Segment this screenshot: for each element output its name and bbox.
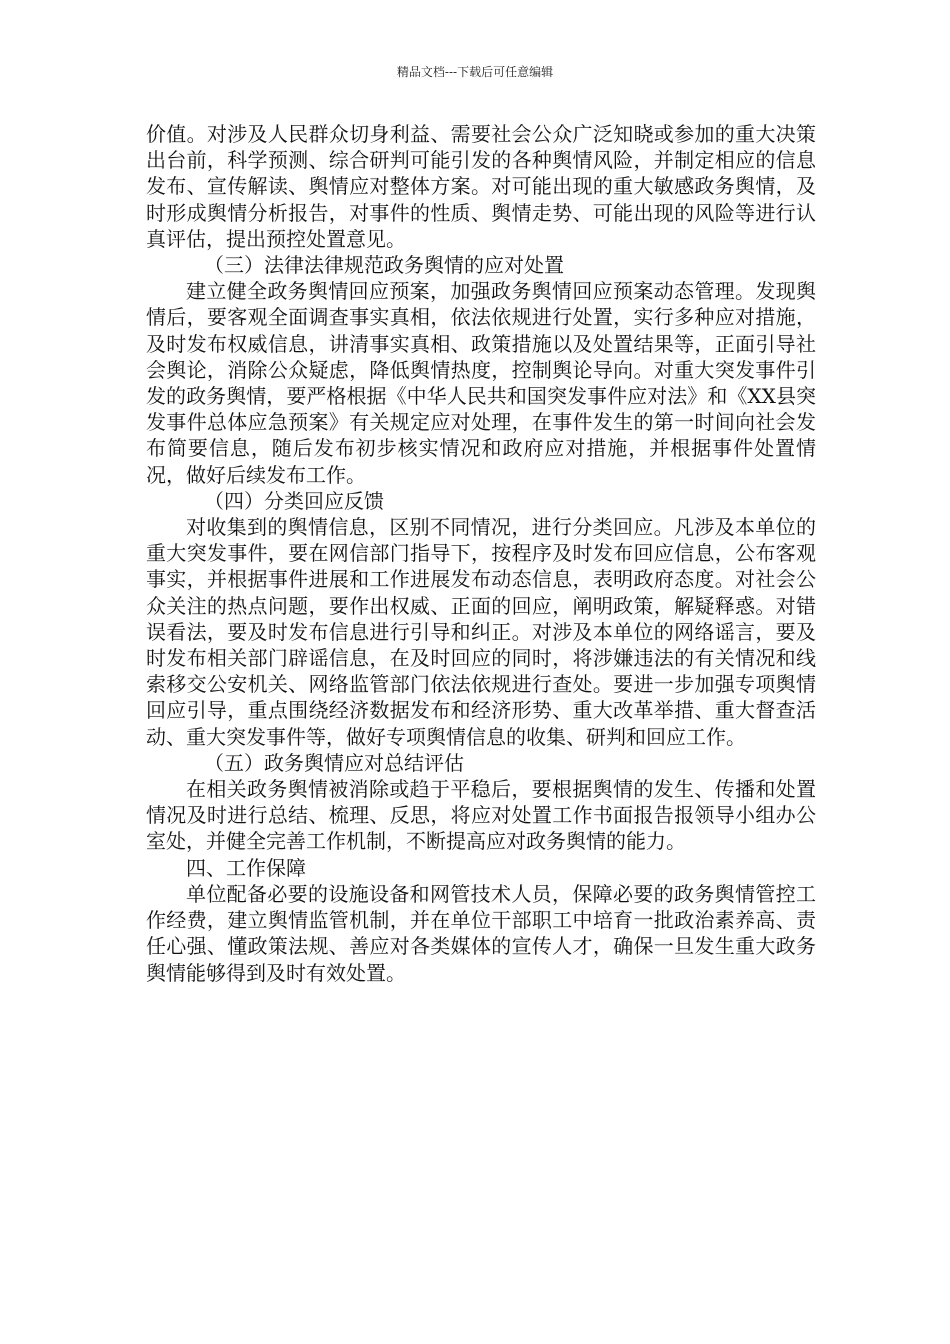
chapter-heading-4: 四、工作保障 [186, 855, 306, 880]
paragraph-section-4: 对收集到的舆情信息，区别不同情况，进行分类回应。凡涉及本单位的重大突发事件，要在网信部门指导下，按程序及时发布回应信息，公布客观事实，并根据事件进展和工作进展发布动态信息，表明政府态度。对社会公众关注的热点问题，要作出权威、正面的回应，阐明政策，解疑释惑。对错误看法，要及时发布信息进行引导和纠正。对涉及本单位的网络谣言，要及时发布相关部门辟谣信息，在及时回应的同时，将涉嫌违法的有关情况和线索移交公安机关、网络监管部门依法依规进行查处。要进一步加强专项舆情回应引导，重点围绕经济数据发布和经济形势、重大改革举措、重大督查活动、重大突发事件等，做好专项舆情信息的收集、研判和回应工作。 [146, 515, 816, 749]
paragraph-section-3: 建立健全政务舆情回应预案，加强政务舆情回应预案动态管理。发现舆情后，要客观全面调查事实真相，依法依规进行处置，实行多种应对措施，及时发布权威信息，讲清事实真相、政策措施以及处置结果等，正面引导社会舆论，消除公众疑虑，降低舆情热度，控制舆论导向。对重大突发事件引发的政务舆情，要严格根据《中华人民共和国突发事件应对法》和《XX县突发事件总体应急预案》有关规定应对处理，在事件发生的第一时间向社会发布简要信息，随后发布初步核实情况和政府应对措施，并根据事件处置情况，做好后续发布工作。 [146, 279, 816, 487]
paragraph-chapter-4: 单位配备必要的设施设备和网管技术人员，保障必要的政务舆情管控工作经费，建立舆情监管机制，并在单位干部职工中培育一批政治素养高、责任心强、懂政策法规、善应对各类媒体的宣传人才，确保一旦发生重大政务舆情能够得到及时有效处置。 [146, 881, 816, 985]
page-header: 精品文档---下载后可任意编辑 [396, 65, 554, 79]
document-body [146, 121, 816, 986]
section-heading-3: （三）法律法律规范政务舆情的应对处置 [204, 253, 564, 278]
paragraph-section-5: 在相关政务舆情被消除或趋于平稳后，要根据舆情的发生、传播和处置情况及时进行总结、梳理、反思，将应对处置工作书面报告报领导小组办公室处，并健全完善工作机制，不断提高应对政务舆情的能力。 [146, 777, 816, 854]
paragraph-intro-continued: 价值。对涉及人民群众切身利益、需要社会公众广泛知晓或参加的重大决策出台前，科学预测、综合研判可能引发的各种舆情风险，并制定相应的信息发布、宣传解读、舆情应对整体方案。对可能出现的重大敏感政务舆情，及时形成舆情分析报告，对事件的性质、舆情走势、可能出现的风险等进行认真评估，提出预控处置意见。 [146, 122, 816, 251]
section-heading-4: （四）分类回应反馈 [204, 488, 384, 513]
section-heading-5: （五）政务舆情应对总结评估 [204, 750, 464, 775]
